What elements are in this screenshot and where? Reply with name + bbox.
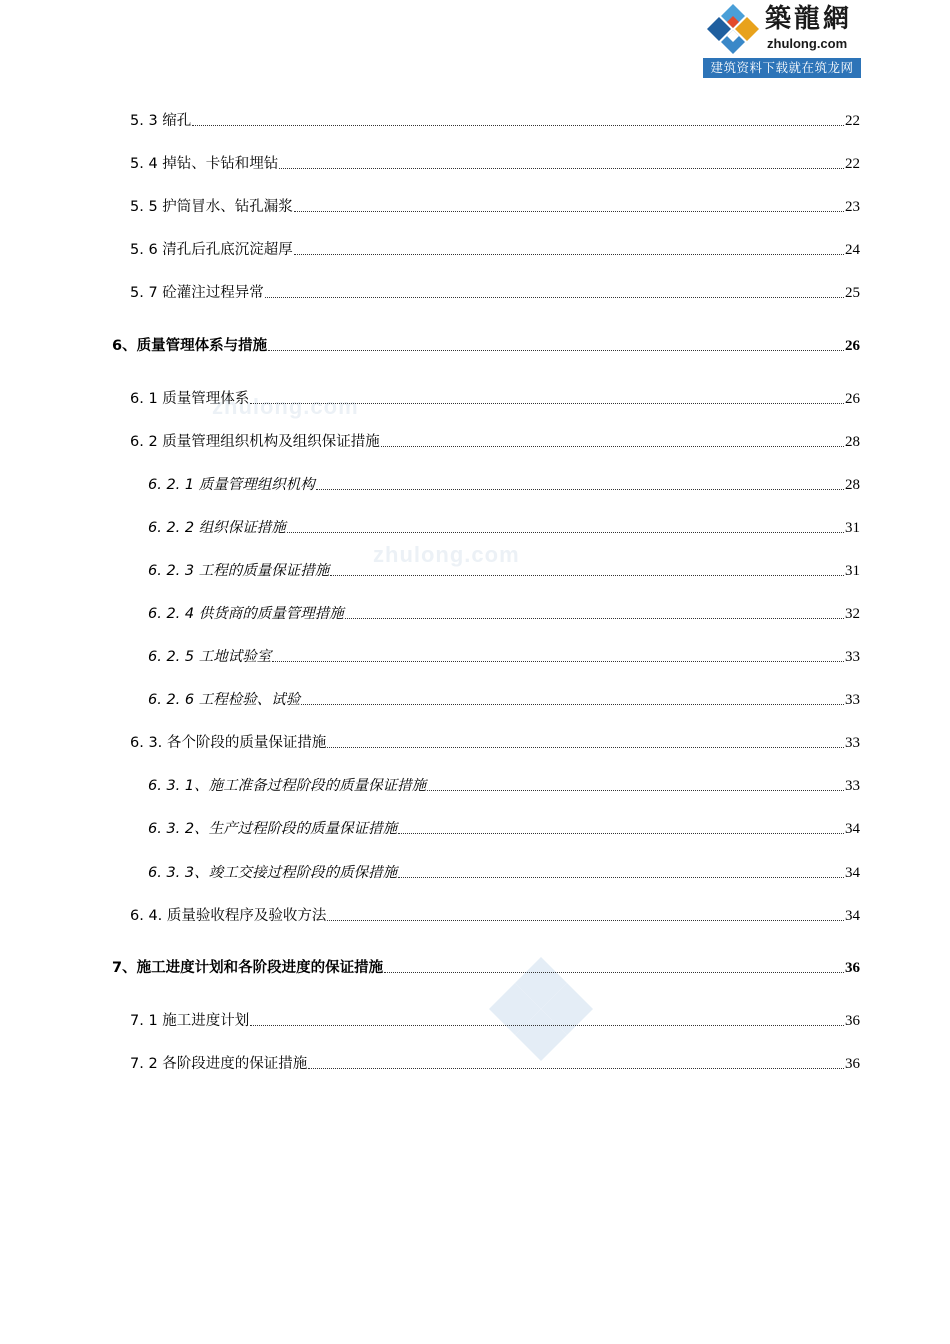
toc-leader-dots [327, 747, 844, 748]
toc-entry-page: 26 [845, 338, 860, 354]
toc-subentry[interactable] [148, 689, 860, 709]
toc-subentry[interactable] [148, 818, 860, 838]
toc-entry-label: 6. 2. 3 工程的质量保证措施 [148, 563, 330, 579]
toc-entry-label: 6. 3. 2、生产过程阶段的质量保证措施 [148, 821, 398, 837]
toc-leader-dots [345, 618, 844, 619]
toc-leader-dots [327, 920, 844, 921]
toc-entry-page: 33 [845, 778, 860, 794]
toc-chapter[interactable] [112, 335, 860, 355]
toc-subentry[interactable] [148, 517, 860, 537]
toc-entry-label: 6. 2. 1 质量管理组织机构 [148, 477, 315, 493]
toc-entry-label: 7. 1 施工进度计划 [130, 1013, 250, 1029]
toc-entry[interactable] [130, 282, 860, 302]
toc-entry[interactable] [130, 196, 860, 216]
logo-name: 築龍網 [765, 4, 853, 34]
watermark-text: zhulong.com [212, 394, 359, 419]
toc-leader-dots [381, 446, 844, 447]
toc-leader-dots [308, 1068, 844, 1069]
toc-entry-label: 6. 1 质量管理体系 [130, 391, 250, 407]
toc-leader-dots [250, 1025, 844, 1026]
toc-entry[interactable] [130, 1010, 860, 1030]
toc-entry[interactable] [130, 110, 860, 130]
toc-leader-dots [272, 661, 844, 662]
toc-entry-label: 5. 3 缩孔 [130, 113, 192, 129]
toc-entry-page: 25 [845, 285, 860, 301]
toc-entry-page: 22 [845, 113, 860, 129]
toc-subentry[interactable] [148, 474, 860, 494]
toc-entry-page: 28 [845, 434, 860, 450]
toc-leader-dots [427, 790, 844, 791]
toc-entry[interactable] [130, 239, 860, 259]
toc-entry-label: 5. 7 砼灌注过程异常 [130, 285, 264, 301]
toc-entry-page: 34 [845, 821, 860, 837]
toc-entry-page: 22 [845, 156, 860, 172]
toc-entry[interactable] [130, 1053, 860, 1073]
toc-leader-dots [294, 254, 844, 255]
toc-entry-page: 33 [845, 692, 860, 708]
logo-domain: zhulong.com [767, 36, 848, 51]
toc-entry-label: 6. 2. 6 工程检验、试验 [148, 692, 301, 708]
toc-leader-dots [384, 972, 844, 973]
toc-subentry[interactable] [148, 646, 860, 666]
toc-entry-page: 34 [845, 908, 860, 924]
toc-entry-page: 26 [845, 391, 860, 407]
toc-subentry[interactable] [148, 603, 860, 623]
toc-entry-page: 23 [845, 199, 860, 215]
toc-entry-label: 6. 4. 质量验收程序及验收方法 [130, 908, 327, 924]
toc-entry[interactable] [130, 153, 860, 173]
toc-entry-label: 7. 2 各阶段进度的保证措施 [130, 1056, 308, 1072]
watermark-text: zhulong.com [373, 542, 520, 567]
toc-entry-label: 6. 2. 5 工地试验室 [148, 649, 272, 665]
toc-leader-dots [398, 877, 844, 878]
toc-entry-label: 5. 5 护筒冒水、钻孔漏浆 [130, 199, 293, 215]
toc-leader-dots [265, 297, 844, 298]
toc-entry-label: 7、施工进度计划和各阶段进度的保证措施 [112, 960, 384, 976]
toc-entry[interactable] [130, 388, 860, 408]
toc-entry-label: 6、质量管理体系与措施 [112, 338, 268, 354]
logo-slogan: 建筑资料下载就在筑龙网 [703, 58, 861, 78]
toc-entry-page: 31 [845, 563, 860, 579]
toc-leader-dots [192, 125, 844, 126]
toc-leader-dots [279, 168, 844, 169]
toc-entry-label: 5. 6 清孔后孔底沉淀超厚 [130, 242, 293, 258]
toc-entry-label: 6. 3. 各个阶段的质量保证措施 [130, 735, 327, 751]
toc-entry-page: 34 [845, 865, 860, 881]
toc-entry-page: 32 [845, 606, 860, 622]
toc-leader-dots [250, 403, 844, 404]
toc-entry-page: 36 [845, 960, 860, 976]
toc-entry-label: 6. 2. 4 供货商的质量管理措施 [148, 606, 344, 622]
toc-leader-dots [316, 489, 844, 490]
toc-entry-label: 6. 2 质量管理组织机构及组织保证措施 [130, 434, 380, 450]
toc-entry-page: 36 [845, 1056, 860, 1072]
toc-entry-page: 33 [845, 735, 860, 751]
toc-entry-page: 28 [845, 477, 860, 493]
toc-chapter[interactable] [112, 957, 860, 977]
toc-entry-page: 24 [845, 242, 860, 258]
toc-entry-page: 36 [845, 1013, 860, 1029]
toc-leader-dots [268, 350, 844, 351]
toc-entry-page: 33 [845, 649, 860, 665]
toc-leader-dots [398, 833, 844, 834]
toc-subentry[interactable] [148, 862, 860, 882]
toc-entry-page: 31 [845, 520, 860, 536]
toc-entry-label: 5. 4 掉钻、卡钻和埋钻 [130, 156, 279, 172]
toc-subentry[interactable] [148, 560, 860, 580]
toc-leader-dots [294, 211, 844, 212]
toc-leader-dots [287, 532, 844, 533]
toc-leader-dots [330, 575, 844, 576]
toc-subentry[interactable] [148, 775, 860, 795]
toc-entry-label: 6. 2. 2 组织保证措施 [148, 520, 286, 536]
toc-leader-dots [301, 704, 844, 705]
toc-entry-label: 6. 3. 3、竣工交接过程阶段的质保措施 [148, 865, 398, 881]
toc-entry[interactable] [130, 905, 860, 925]
toc-entry[interactable] [130, 732, 860, 752]
toc-entry[interactable] [130, 431, 860, 451]
toc-entry-label: 6. 3. 1、施工准备过程阶段的质量保证措施 [148, 778, 427, 794]
